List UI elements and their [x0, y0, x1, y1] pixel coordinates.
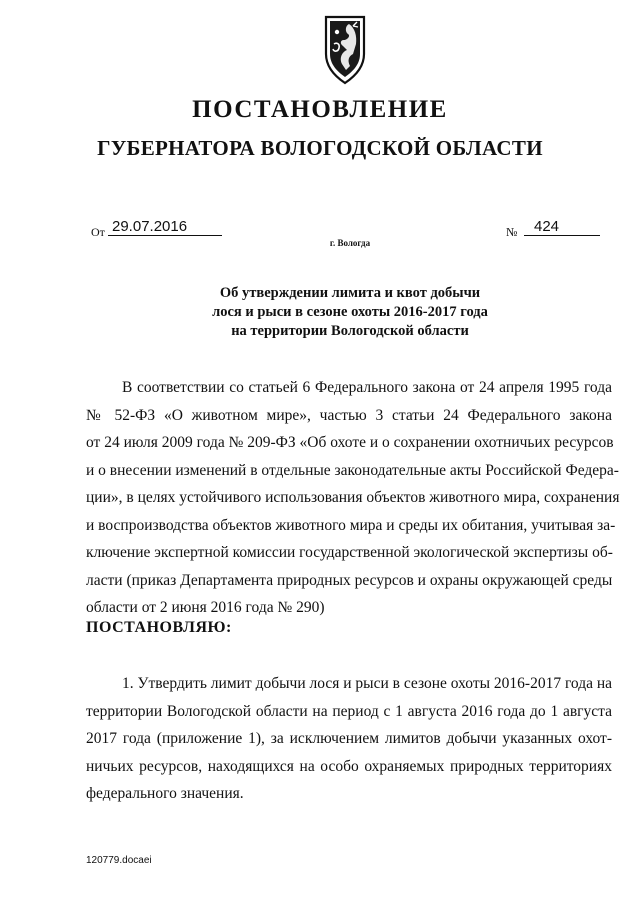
text-line: ничьих ресурсов, находящихся на особо охраняемых природных территориях — [86, 757, 612, 775]
text-line: и о внесении изменений в отдельные законодательные акты Российской Федера- — [86, 461, 619, 479]
file-code: 120779.docaei — [86, 855, 152, 866]
number-value: 424 — [524, 218, 600, 236]
city-name: г. Вологда — [329, 238, 371, 248]
text-line: ласти (приказ Департамента природных ресурсов и охраны окружающей среды — [86, 571, 613, 589]
text-line: № 52-ФЗ «О животном мире», частью 3 статьи 24 Федерального закона — [86, 406, 612, 424]
text-line: и воспроизводства объектов животного мира и среды их обитания, учитывая за- — [86, 516, 616, 534]
text-line: от 24 июля 2009 года № 209-ФЗ «Об охоте и о сохранении охотничьих ресурсов — [86, 434, 614, 451]
text-line: ции», в целях устойчивого использования объектов животного мира, сохранения — [86, 489, 620, 506]
subject-heading — [0, 284, 640, 341]
subject-line: лося и рыси в сезоне охоты 2016-2017 года — [212, 304, 488, 320]
text-line: 2017 года (приложение 1), за исключением лимитов добычи указанных охот- — [86, 730, 612, 747]
text-line: 1. Утвердить лимит добычи лося и рыси в сезоне охоты 2016-2017 года на — [122, 675, 613, 692]
subject-line: Об утверждении лимита и квот добычи — [219, 285, 481, 301]
decree-word: ПОСТАНОВЛЯЮ: — [86, 619, 232, 636]
date-label: От — [91, 225, 105, 239]
clause-1-paragraph — [86, 670, 612, 808]
coat-of-arms-icon — [323, 14, 367, 86]
issuer-title: ГУБЕРНАТОРА ВОЛОГОДСКОЙ ОБЛАСТИ — [97, 136, 543, 160]
text-line: территории Вологодской области на период с 1 августа 2016 года до 1 августа — [86, 702, 612, 720]
text-line: ключение экспертной комиссии государственной экологической экспертизы об- — [86, 544, 613, 561]
number-label: № — [506, 225, 518, 239]
text-line: области от 2 июня 2016 года № 290) — [86, 599, 325, 616]
document-title: ПОСТАНОВЛЕНИЕ — [192, 96, 448, 123]
text-line: федерального значения. — [86, 785, 244, 802]
preamble-paragraph — [86, 374, 620, 622]
text-line: В соответствии со статьей 6 Федерального закона от 24 апреля 1995 года — [122, 379, 612, 396]
subject-line: на территории Вологодской области — [231, 323, 469, 339]
date-value: 29.07.2016 — [108, 218, 222, 236]
